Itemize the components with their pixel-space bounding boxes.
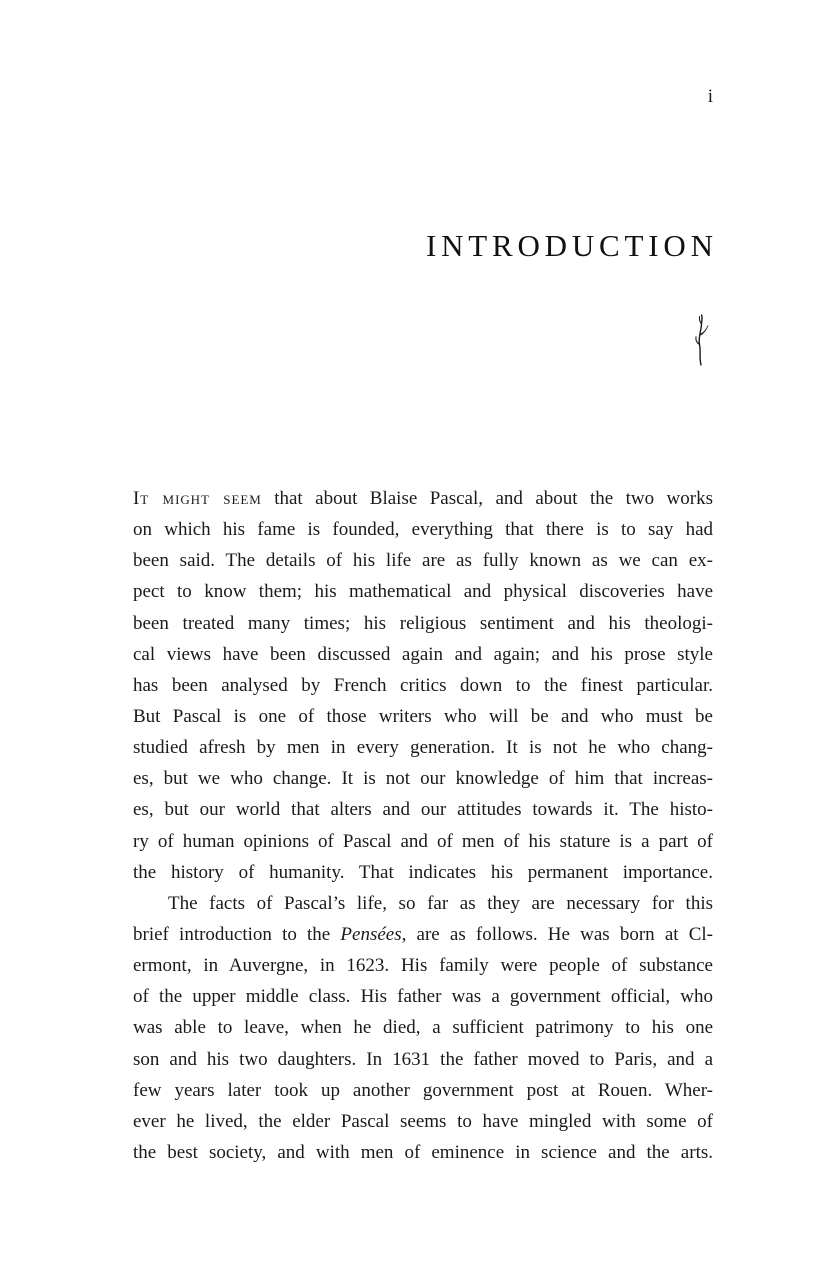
text-segment: ry of human opinions of Pascal and of men of his stature is a part of [133, 830, 713, 852]
text-line [133, 670, 713, 701]
text-line [133, 1044, 713, 1075]
text-segment-italic: Pensées [340, 923, 402, 945]
text-segment: ermont, in Auvergne, in 1623. His family were people of substance [133, 955, 713, 977]
text-segment: been treated many times; his religious sentiment and his theologi- [133, 612, 713, 634]
text-segment-smallcaps: It might seem [133, 488, 262, 509]
text-line [133, 981, 713, 1012]
text-segment: been said. The details of his life are as fully known as we can ex- [133, 550, 713, 572]
text-line [133, 545, 713, 576]
text-line [133, 919, 713, 950]
text-segment: pect to know them; his mathematical and physical discoveries have [133, 581, 713, 603]
text-segment: on which his fame is founded, everything that there is to say had [133, 519, 713, 541]
twig-fleuron-icon [690, 314, 714, 366]
text-line [133, 888, 713, 919]
text-line [133, 732, 713, 763]
text-line [133, 794, 713, 825]
paragraph [133, 483, 713, 888]
text-segment: es, but our world that alters and our attitudes towards it. The histo- [133, 799, 713, 821]
text-segment: the best society, and with men of eminence in science and the arts. [133, 1141, 713, 1163]
text-segment: few years later took up another government post at Rouen. Wher- [133, 1079, 713, 1101]
text-segment: has been analysed by French critics down to the finest particular. [133, 674, 713, 696]
text-line [133, 1106, 713, 1137]
text-segment: , are as follows. He was born at Cl- [401, 923, 713, 945]
text-line [133, 1075, 713, 1106]
text-segment: studied afresh by men in every generation. It is not he who chang- [133, 737, 713, 759]
text-segment: that about Blaise Pascal, and about the two works [261, 488, 713, 509]
chapter-title [133, 228, 718, 263]
text-line [133, 763, 713, 794]
text-segment: The facts of Pascal’s life, so far as they are necessary for this [168, 892, 713, 914]
text-segment: es, but we who change. It is not our knowledge of him that increas- [133, 768, 713, 790]
body-text [133, 483, 713, 1168]
text-segment: was able to leave, when he died, a sufficient patrimony to his one [133, 1017, 713, 1039]
text-line [133, 514, 713, 545]
text-line [133, 576, 713, 607]
text-segment: son and his two daughters. In 1631 the father moved to Paris, and a [133, 1048, 713, 1070]
paragraph [133, 888, 713, 1168]
page-number: i [707, 86, 713, 107]
text-segment: brief introduction to the [133, 923, 341, 945]
text-line [133, 608, 713, 639]
text-line [133, 483, 713, 514]
text-line [133, 701, 713, 732]
text-line [133, 950, 713, 981]
text-line [133, 1012, 713, 1043]
text-segment: the history of humanity. That indicates his permanent importance. [133, 861, 713, 883]
text-segment: ever he lived, the elder Pascal seems to have mingled with some of [133, 1110, 713, 1132]
text-line [133, 826, 713, 857]
text-segment: But Pascal is one of those writers who will be and who must be [133, 705, 713, 727]
text-line [133, 639, 713, 670]
chapter-title-text: INTRODUCTION [425, 228, 718, 263]
text-segment: of the upper middle class. His father was a government official, who [133, 986, 713, 1008]
text-line [133, 1137, 713, 1168]
text-segment: cal views have been discussed again and again; and his prose style [133, 643, 713, 665]
text-line [133, 857, 713, 888]
